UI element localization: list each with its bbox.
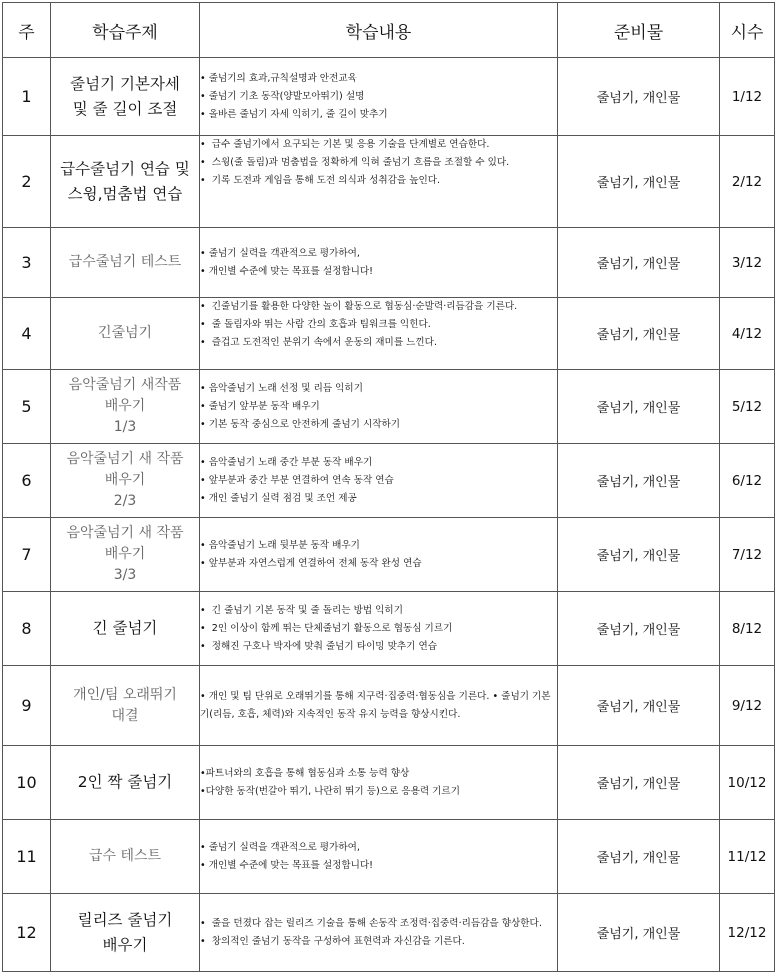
content-cell: •파트너와의 호흡을 통해 협동심과 소통 능력 향상 •다양한 동작(번갈아 뛰기, 나란히 뛰기 등)으로 응용력 기르기	[200, 746, 558, 820]
topic-cell: 개인/팀 오래뛰기 대결	[51, 666, 200, 746]
hours-cell: 5/12	[720, 370, 775, 444]
prep-cell: 줄넘기, 개인물	[558, 298, 720, 370]
hours-cell: 3/12	[720, 228, 775, 298]
content-cell: • 긴 줄넘기 기본 동작 및 줄 돌리는 방법 익히기 • 2인 이상이 함께 뛰는 단체줄넘기 활동으로 협동심 기르기 • 정해진 구호나 박자에 맞춰 줄넘기 타이밍 맞추기 연습	[200, 592, 558, 666]
content-cell: • 음악줄넘기 노래 선정 및 리듬 익히기 • 줄넘기 앞부분 동작 배우기 • 기본 동작 중심으로 안전하게 줄넘기 시작하기	[200, 370, 558, 444]
prep-cell: 줄넘기, 개인물	[558, 666, 720, 746]
prep-cell: 줄넘기, 개인물	[558, 894, 720, 972]
lesson-plan-table	[2, 2, 775, 972]
content-cell: • 음악줄넘기 노래 뒷부분 동작 배우기 • 앞부분과 자연스럽게 연결하여 전체 동작 완성 연습	[200, 518, 558, 592]
topic-cell: 2인 짝 줄넘기	[51, 746, 200, 820]
prep-cell: 줄넘기, 개인물	[558, 58, 720, 136]
hours-cell: 4/12	[720, 298, 775, 370]
topic-cell: 음악줄넘기 새작품 배우기 1/3	[51, 370, 200, 444]
week-cell: 10	[3, 746, 51, 820]
content-cell: • 줄넘기의 효과,규칙설명과 안전교육 • 줄넘기 기초 동작(양발모아뛰기) 설명 • 올바른 줄넘기 자세 익히기, 줄 길이 맞추기	[200, 58, 558, 136]
table-row	[3, 592, 775, 666]
topic-cell: 급수줄넘기 테스트	[51, 228, 200, 298]
hours-cell: 11/12	[720, 820, 775, 894]
table-row	[3, 136, 775, 228]
content-cell: • 줄넘기 실력을 객관적으로 평가하여, • 개인별 수준에 맞는 목표를 설정합니다!	[200, 228, 558, 298]
table-row	[3, 370, 775, 444]
hours-cell: 9/12	[720, 666, 775, 746]
week-cell: 9	[3, 666, 51, 746]
content-cell: • 줄넘기 실력을 객관적으로 평가하여, • 개인별 수준에 맞는 목표를 설정합니다!	[200, 820, 558, 894]
hours-cell: 10/12	[720, 746, 775, 820]
prep-cell: 줄넘기, 개인물	[558, 136, 720, 228]
header-week: 주	[3, 3, 51, 58]
content-cell: • 줄을 던졌다 잡는 릴리즈 기술을 통해 손동작 조정력·집중력·리듬감을 향상한다. • 창의적인 줄넘기 동작을 구성하여 표현력과 자신감을 기른다.	[200, 894, 558, 972]
topic-cell: 급수 테스트	[51, 820, 200, 894]
prep-cell: 줄넘기, 개인물	[558, 592, 720, 666]
table-row	[3, 894, 775, 972]
prep-cell: 줄넘기, 개인물	[558, 746, 720, 820]
table-row	[3, 820, 775, 894]
prep-cell: 줄넘기, 개인물	[558, 370, 720, 444]
table-row	[3, 666, 775, 746]
week-cell: 12	[3, 894, 51, 972]
table-header-row	[3, 3, 775, 58]
table-row	[3, 518, 775, 592]
hours-cell: 6/12	[720, 444, 775, 518]
content-cell: • 급수 줄넘기에서 요구되는 기본 및 응용 기술을 단계별로 연습한다. • 스윙(줄 돌림)과 멈춤법을 정확하게 익혀 줄넘기 흐름을 조절할 수 있다. • 기록 도전과 게임을 통해 도전 의식과 성취감을 높인다.	[200, 136, 558, 228]
topic-cell: 급수줄넘기 연습 및 스윙,멈춤법 연습	[51, 136, 200, 228]
table-row	[3, 228, 775, 298]
table-row	[3, 444, 775, 518]
week-cell: 11	[3, 820, 51, 894]
header-prep: 준비물	[558, 3, 720, 58]
content-cell: • 개인 및 팀 단위로 오래뛰기를 통해 지구력·집중력·협동심을 기른다. • 줄넘기 기본기(리듬, 호흡, 체력)와 지속적인 동작 유지 능력을 향상시킨다.	[200, 666, 558, 746]
prep-cell: 줄넘기, 개인물	[558, 444, 720, 518]
prep-cell: 줄넘기, 개인물	[558, 518, 720, 592]
week-cell: 1	[3, 58, 51, 136]
hours-cell: 7/12	[720, 518, 775, 592]
topic-cell: 줄넘기 기본자세 및 줄 길이 조절	[51, 58, 200, 136]
week-cell: 7	[3, 518, 51, 592]
topic-cell: 릴리즈 줄넘기 배우기	[51, 894, 200, 972]
hours-cell: 8/12	[720, 592, 775, 666]
prep-cell: 줄넘기, 개인물	[558, 228, 720, 298]
topic-cell: 음악줄넘기 새 작품 배우기 2/3	[51, 444, 200, 518]
topic-cell: 긴줄넘기	[51, 298, 200, 370]
hours-cell: 1/12	[720, 58, 775, 136]
content-cell: • 음악줄넘기 노래 중간 부분 동작 배우기 • 앞부분과 중간 부분 연결하여 연속 동작 연습 • 개인 줄넘기 실력 점검 및 조언 제공	[200, 444, 558, 518]
table-row	[3, 298, 775, 370]
week-cell: 3	[3, 228, 51, 298]
hours-cell: 2/12	[720, 136, 775, 228]
week-cell: 2	[3, 136, 51, 228]
content-cell: • 긴줄넘기를 활용한 다양한 놀이 활동으로 협동심·순발력·리듬감을 기른다. • 줄 돌림자와 뛰는 사람 간의 호흡과 팀워크를 익힌다. • 즐겁고 도전적인 분위기 속에서 운동의 재미를 느낀다.	[200, 298, 558, 370]
header-content: 학습내용	[200, 3, 558, 58]
header-hours: 시수	[720, 3, 775, 58]
header-topic: 학습주제	[51, 3, 200, 58]
prep-cell: 줄넘기, 개인물	[558, 820, 720, 894]
table-row	[3, 746, 775, 820]
week-cell: 4	[3, 298, 51, 370]
week-cell: 6	[3, 444, 51, 518]
week-cell: 8	[3, 592, 51, 666]
table-row	[3, 58, 775, 136]
hours-cell: 12/12	[720, 894, 775, 972]
week-cell: 5	[3, 370, 51, 444]
topic-cell: 음악줄넘기 새 작품 배우기 3/3	[51, 518, 200, 592]
topic-cell: 긴 줄넘기	[51, 592, 200, 666]
